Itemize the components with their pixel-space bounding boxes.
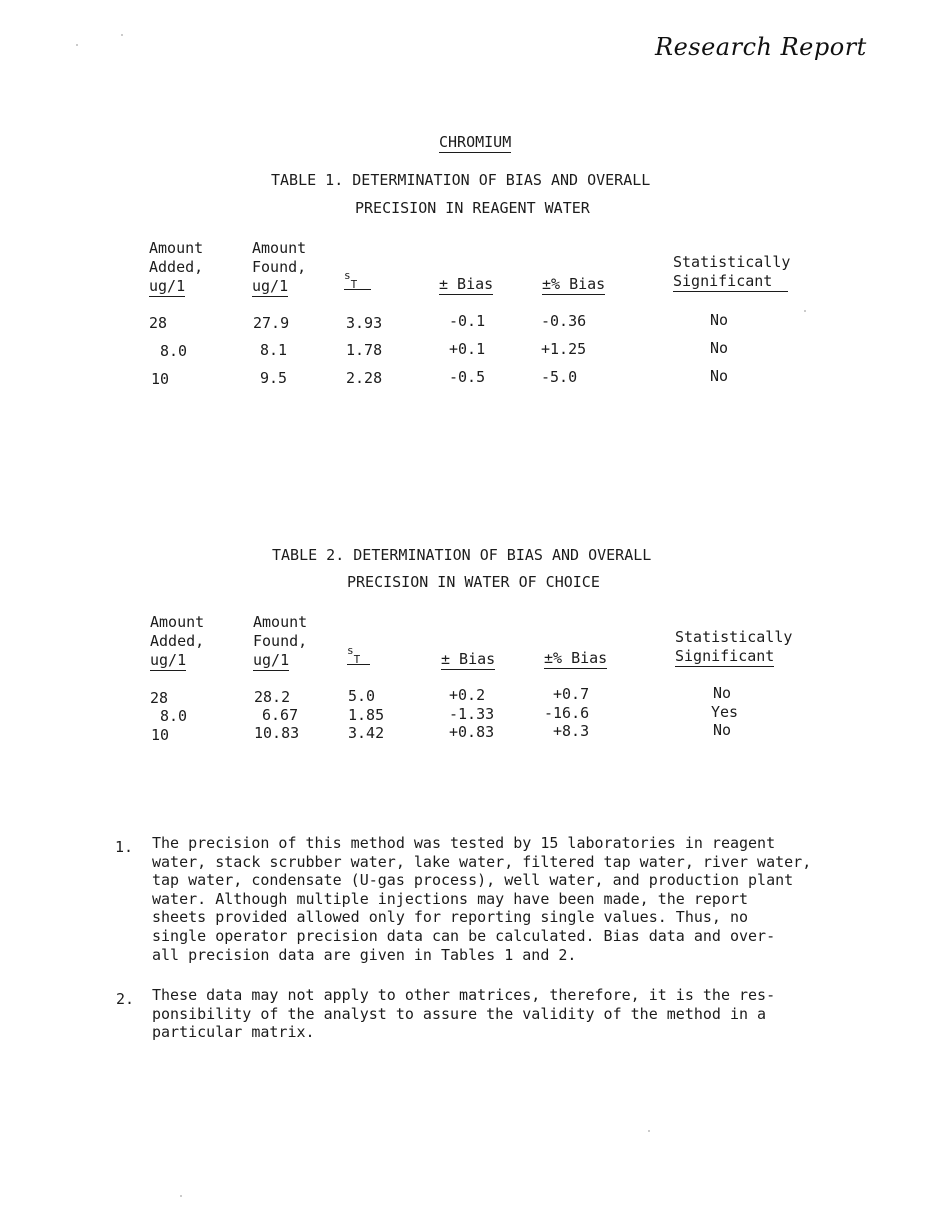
table2-header-found: Amount Found, ug/1 bbox=[253, 613, 308, 669]
table2-header-pct-bias: ±% Bias bbox=[544, 649, 608, 667]
table1-cell-pct-bias: +1.25 bbox=[541, 340, 587, 358]
table1-cell-found: 8.1 bbox=[260, 341, 288, 359]
scan-speck bbox=[648, 1130, 650, 1132]
table2-cell-added: 8.0 bbox=[160, 707, 188, 725]
table1-cell-added: 10 bbox=[151, 370, 170, 388]
table1-header-added: Amount Added, ug/1 bbox=[149, 239, 204, 295]
table2-header-st: $^s_T$ bbox=[347, 645, 370, 665]
table1-cell-significant: No bbox=[710, 339, 729, 357]
table1-cell-st: 3.93 bbox=[346, 314, 383, 332]
table2-header-bias: ± Bias bbox=[441, 650, 496, 668]
table1-title-line1: TABLE 1. DETERMINATION OF BIAS AND OVERALL bbox=[271, 171, 651, 189]
table2-title-line1: TABLE 2. DETERMINATION OF BIAS AND OVERALL bbox=[272, 546, 652, 564]
table1-cell-significant: No bbox=[710, 311, 729, 329]
table1-header-st: $^s_T$ bbox=[344, 270, 371, 290]
table2-title-line2: PRECISION IN WATER OF CHOICE bbox=[347, 573, 600, 591]
table2-cell-significant: Yes bbox=[711, 703, 739, 721]
table2-cell-found: 28.2 bbox=[254, 688, 291, 706]
table1-header-found: Amount Found, ug/1 bbox=[252, 239, 307, 295]
table1-header-pct-bias: ±% Bias bbox=[542, 275, 606, 293]
table1-cell-found: 9.5 bbox=[260, 369, 288, 387]
table2-cell-added: 10 bbox=[151, 726, 170, 744]
table2-cell-found: 6.67 bbox=[262, 706, 299, 724]
table2-cell-significant: No bbox=[713, 721, 732, 739]
table2-cell-pct-bias: -16.6 bbox=[544, 704, 590, 722]
table1-cell-st: 1.78 bbox=[346, 341, 383, 359]
table1-cell-added: 8.0 bbox=[160, 342, 188, 360]
table1-cell-st: 2.28 bbox=[346, 369, 383, 387]
table2-cell-pct-bias: +8.3 bbox=[553, 722, 590, 740]
note-text: These data may not apply to other matrices, therefore, it is the res- ponsibility of the analyst to assure the validity of the method in a particular matrix. bbox=[152, 986, 776, 1042]
table2-cell-bias: -1.33 bbox=[449, 705, 495, 723]
table1-cell-found: 27.9 bbox=[253, 314, 290, 332]
table1-cell-significant: No bbox=[710, 367, 729, 385]
scan-speck bbox=[76, 44, 78, 46]
table2-cell-bias: +0.83 bbox=[449, 723, 495, 741]
table1-cell-bias: -0.1 bbox=[449, 312, 486, 330]
note-number: 2. bbox=[116, 990, 135, 1008]
table2-cell-st: 5.0 bbox=[348, 687, 376, 705]
document-title bbox=[439, 133, 511, 151]
table1-cell-bias: +0.1 bbox=[449, 340, 486, 358]
note-text: The precision of this method was tested by 15 laboratories in reagent water, stack scrubber water, lake water, filtered tap water, river water, tap water, condensate (U-gas process), well water, and production plant water. Although multiple injections may have been made, the report sheets provided allowed only for reporting single values. Thus, no single operator precision data can be calculated. Bias data and over- all precision data are given in Tables 1 and 2. bbox=[152, 834, 812, 964]
table2-cell-pct-bias: +0.7 bbox=[553, 685, 590, 703]
scan-speck bbox=[180, 1195, 182, 1197]
document-title-text: CHROMIUM bbox=[439, 133, 512, 151]
table1-cell-pct-bias: -0.36 bbox=[541, 312, 587, 330]
table2-cell-significant: No bbox=[713, 684, 732, 702]
table1-cell-pct-bias: -5.0 bbox=[541, 368, 578, 386]
table1-cell-added: 28 bbox=[149, 314, 168, 332]
handwritten-annotation: Research Report bbox=[655, 33, 867, 61]
scan-speck bbox=[121, 34, 123, 36]
table1-header-significant: Statistically Significant bbox=[673, 253, 791, 290]
table1-cell-bias: -0.5 bbox=[449, 368, 486, 386]
note-number: 1. bbox=[115, 838, 134, 856]
table2-header-significant: Statistically Significant bbox=[675, 628, 793, 665]
table2-cell-added: 28 bbox=[150, 689, 169, 707]
table2-header-added: Amount Added, ug/1 bbox=[150, 613, 205, 669]
table2-cell-st: 3.42 bbox=[348, 724, 385, 742]
table2-cell-st: 1.85 bbox=[348, 706, 385, 724]
table1-header-bias: ± Bias bbox=[439, 275, 494, 293]
scan-speck bbox=[804, 310, 806, 312]
table2-cell-found: 10.83 bbox=[254, 724, 300, 742]
table1-title-line2: PRECISION IN REAGENT WATER bbox=[355, 199, 590, 217]
table2-cell-bias: +0.2 bbox=[449, 686, 486, 704]
